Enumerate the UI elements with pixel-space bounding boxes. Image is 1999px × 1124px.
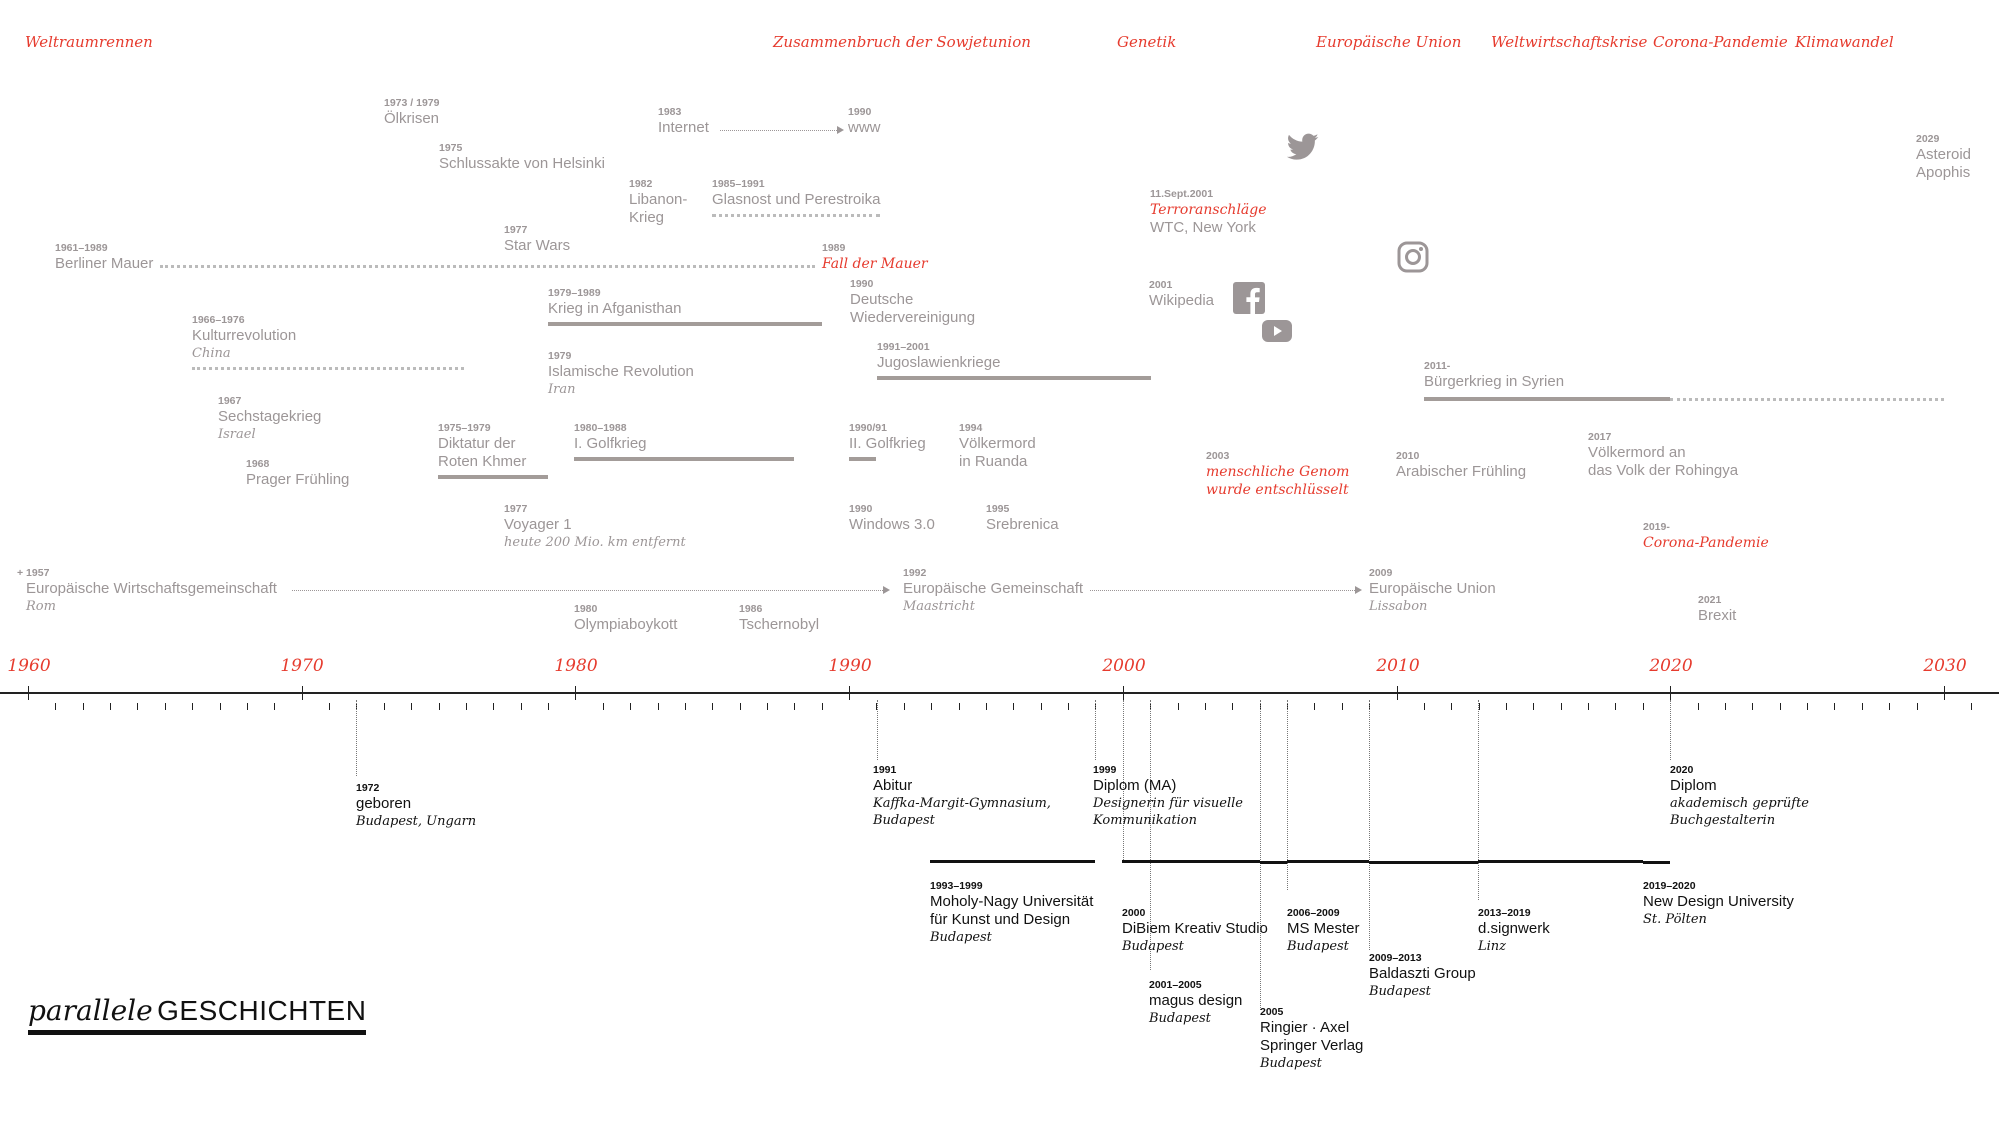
year-tick: [1205, 703, 1206, 710]
year-tick: [274, 703, 275, 710]
event-apophis: 2029 Asteroid Apophis: [1916, 133, 1972, 181]
year-tick: [1342, 703, 1343, 710]
year-tick: [247, 703, 248, 710]
year-tick: [1506, 703, 1507, 710]
yugoslav-wars-bar: [877, 376, 1151, 380]
year-tick: [712, 703, 713, 710]
event-gulf-war-2: 1990/91 II. Golfkrieg: [849, 422, 926, 452]
year-tick: [794, 703, 795, 710]
year-tick: [1424, 703, 1425, 710]
year-tick: [521, 703, 522, 710]
year-tick: [329, 703, 330, 710]
khmer-rouge-bar: [438, 475, 548, 479]
bio-magus: 2001–2005 magus design Budapest: [1149, 979, 1243, 1026]
bio-signwerk: 2013–2019 d.signwerk Linz: [1478, 907, 1550, 954]
year-tick: [658, 703, 659, 710]
year-tick: [1752, 703, 1753, 710]
event-six-day-war: 1967 Sechstagekrieg Israel: [218, 395, 322, 442]
connector-1972: [356, 700, 357, 776]
event-yugoslav-wars: 1991–2001 Jugoslawienkriege: [877, 341, 1001, 371]
event-arab-spring: 2010 Arabischer Frühling: [1396, 450, 1527, 480]
event-human-genome: 2003 menschliche Genom wurde entschlüsselt: [1206, 450, 1350, 498]
gulf-war-1-bar: [574, 457, 794, 461]
event-helsinki: 1975 Schlussakte von Helsinki: [439, 142, 605, 172]
event-cultural-revolution: 1966–1976 Kulturrevolution China: [192, 314, 297, 361]
event-internet: 1983 Internet: [658, 106, 709, 136]
year-tick: [1698, 703, 1699, 710]
event-www: 1990 www: [848, 106, 881, 136]
event-rohingya: 2017 Völkermord an das Volk der Rohingya: [1588, 431, 1739, 479]
event-windows: 1990 Windows 3.0: [849, 503, 935, 533]
event-eu: 2009 Europäische Union Lissabon: [1369, 567, 1496, 614]
year-tick: [1862, 703, 1863, 710]
theme-corona: Corona-Pandemie: [1653, 33, 1788, 51]
decade-1980: 1980: [554, 656, 598, 676]
theme-soviet-collapse: Zusammenbruch der Sowjetunion: [773, 33, 1031, 51]
year-tick: [302, 686, 303, 700]
year-tick: [1068, 703, 1069, 710]
year-tick: [137, 703, 138, 710]
connector-1999: [1095, 700, 1096, 760]
year-tick: [1397, 686, 1398, 700]
year-tick: [931, 703, 932, 710]
event-fall-of-wall: 1989 Fall der Mauer: [822, 242, 928, 272]
year-tick: [1889, 703, 1890, 710]
event-eg: 1992 Europäische Gemeinschaft Maastricht: [903, 567, 1084, 614]
decade-1970: 1970: [280, 656, 324, 676]
year-tick: [1834, 703, 1835, 710]
facebook-icon: [1233, 282, 1265, 314]
theme-genetics: Genetik: [1117, 33, 1177, 51]
year-tick: [1013, 703, 1014, 710]
twitter-icon: [1287, 133, 1319, 161]
event-chernobyl: 1986 Tschernobyl: [739, 603, 820, 633]
event-olympic-boycott: 1980 Olympiaboykott: [574, 603, 678, 633]
year-tick: [165, 703, 166, 710]
bio-ndu: 2019–2020 New Design University St. Pölten: [1643, 880, 1794, 927]
year-tick: [1588, 703, 1589, 710]
year-tick: [1178, 703, 1179, 710]
year-tick: [1643, 703, 1644, 710]
ewg-arrow: [292, 590, 883, 591]
berlin-wall-bar: [160, 265, 815, 268]
theme-climate: Klimawandel: [1795, 33, 1894, 51]
event-wikipedia: 2001 Wikipedia: [1149, 279, 1215, 309]
event-lebanon: 1982 Libanon- Krieg: [629, 178, 688, 226]
connector-2009: [1369, 700, 1370, 950]
year-tick: [849, 686, 850, 700]
event-iranian-revolution: 1979 Islamische Revolution Iran: [548, 350, 694, 397]
year-tick: [575, 686, 576, 700]
year-tick: [55, 703, 56, 710]
bio-mester: 2006–2009 MS Mester Budapest: [1287, 907, 1360, 954]
year-tick: [411, 703, 412, 710]
event-rwanda: 1994 Völkermord in Ruanda: [959, 422, 1036, 470]
bar-baldaszti: [1369, 861, 1478, 864]
decade-2020: 2020: [1649, 656, 1693, 676]
year-tick: [466, 703, 467, 710]
theme-eu: Europäische Union: [1316, 33, 1462, 51]
logo-italic: parallele: [28, 994, 153, 1027]
timeline-axis: [0, 692, 1999, 694]
year-tick: [822, 703, 823, 710]
event-voyager: 1977 Voyager 1 heute 200 Mio. km entfernt: [504, 503, 686, 550]
event-prague-spring: 1968 Prager Frühling: [246, 458, 350, 488]
cultural-revolution-bar: [192, 367, 464, 370]
bio-baldaszti: 2009–2013 Baldaszti Group Budapest: [1369, 952, 1476, 999]
year-tick: [1971, 703, 1972, 710]
year-tick: [1314, 703, 1315, 710]
bar-dibiem-magus: [1122, 860, 1260, 863]
connector-2005: [1260, 700, 1261, 1010]
year-tick: [1780, 703, 1781, 710]
event-syria: 2011- Bürgerkrieg in Syrien: [1424, 360, 1565, 390]
year-tick: [1479, 703, 1480, 710]
bar-signwerk: [1478, 860, 1643, 863]
bio-dibiem: 2000 DiBiem Kreativ Studio Budapest: [1122, 907, 1268, 954]
glasnost-bar: [712, 214, 880, 217]
bio-moholy: 1993–1999 Moholy-Nagy Universität für Kunst und Design Budapest: [930, 880, 1094, 945]
event-khmer-rouge: 1975–1979 Diktatur der Roten Khmer: [438, 422, 527, 470]
event-berlin-wall: 1961–1989 Berliner Mauer: [55, 242, 154, 272]
year-tick: [83, 703, 84, 710]
year-tick: [603, 703, 604, 710]
year-tick: [1533, 703, 1534, 710]
theme-crisis: Weltwirtschaftskrise: [1491, 33, 1648, 51]
year-tick: [192, 703, 193, 710]
syria-ongoing-bar: [1670, 398, 1944, 401]
bio-diplom-ma: 1999 Diplom (MA) Designerin für visuelle Kommunikation: [1093, 764, 1243, 828]
year-tick: [384, 703, 385, 710]
bar-ringier: [1260, 861, 1287, 864]
year-tick: [110, 703, 111, 710]
event-9-11: 11.Sept.2001 Terroranschläge WTC, New York: [1150, 188, 1267, 236]
event-gulf-war-1: 1980–1988 I. Golfkrieg: [574, 422, 647, 452]
eg-arrow: [1090, 590, 1355, 591]
event-corona: 2019- Corona-Pandemie: [1643, 521, 1769, 551]
decade-2010: 2010: [1376, 656, 1420, 676]
year-tick: [1917, 703, 1918, 710]
bio-diplom: 2020 Diplom akademisch geprüfte Buchgestalterin: [1670, 764, 1809, 828]
connector-2020: [1670, 700, 1671, 760]
afghanistan-bar: [548, 322, 822, 326]
decade-2030: 2030: [1923, 656, 1967, 676]
event-reunification: 1990 Deutsche Wiedervereinigung: [850, 278, 976, 326]
connector-1991: [877, 700, 878, 760]
event-ewg: + 1957 Europäische Wirtschaftsgemeinschaft Rom: [17, 567, 277, 614]
logo-caps: GESCHICHTEN: [157, 995, 367, 1026]
syria-bar: [1424, 397, 1670, 401]
event-brexit: 2021 Brexit: [1698, 594, 1737, 624]
bio-born: 1972 geboren Budapest, Ungarn: [356, 782, 477, 829]
year-tick: [1451, 703, 1452, 710]
year-tick: [1670, 686, 1671, 700]
year-tick: [959, 703, 960, 710]
year-tick: [220, 703, 221, 710]
gulf-war-2-bar: [849, 457, 876, 461]
year-tick: [439, 703, 440, 710]
bio-abitur: 1991 Abitur Kaffka-Margit-Gymnasium, Budapest: [873, 764, 1051, 828]
year-tick: [767, 703, 768, 710]
decade-1990: 1990: [828, 656, 872, 676]
bio-ringier: 2005 Ringier · Axel Springer Verlag Budapest: [1260, 1006, 1364, 1071]
year-tick: [1944, 686, 1945, 700]
internet-arrow: [720, 130, 837, 131]
bar-moholy: [930, 860, 1095, 863]
event-srebrenica: 1995 Srebrenica: [986, 503, 1059, 533]
connector-2013: [1478, 700, 1479, 900]
event-afghanistan: 1979–1989 Krieg in Afganisthan: [548, 287, 682, 317]
year-tick: [904, 703, 905, 710]
year-tick: [1807, 703, 1808, 710]
event-glasnost: 1985–1991 Glasnost und Perestroika: [712, 178, 881, 208]
year-tick: [1123, 686, 1124, 700]
year-tick: [986, 703, 987, 710]
year-tick: [685, 703, 686, 710]
logo: [28, 994, 366, 1035]
bar-ndu: [1643, 861, 1670, 864]
year-tick: [740, 703, 741, 710]
instagram-icon: [1397, 241, 1429, 273]
year-tick: [28, 686, 29, 700]
youtube-icon: [1262, 320, 1292, 342]
year-tick: [1041, 703, 1042, 710]
year-tick: [1232, 703, 1233, 710]
theme-space-race: Weltraumrennen: [25, 33, 153, 51]
decade-2000: 2000: [1102, 656, 1146, 676]
event-oil-crises: 1973 / 1979 Ölkrisen: [384, 97, 440, 127]
bar-mester: [1287, 860, 1369, 863]
year-tick: [1725, 703, 1726, 710]
year-tick: [630, 703, 631, 710]
event-star-wars: 1977 Star Wars: [504, 224, 571, 254]
year-tick: [548, 703, 549, 710]
year-tick: [1561, 703, 1562, 710]
year-tick: [493, 703, 494, 710]
year-tick: [1615, 703, 1616, 710]
decade-1960: 1960: [7, 656, 51, 676]
